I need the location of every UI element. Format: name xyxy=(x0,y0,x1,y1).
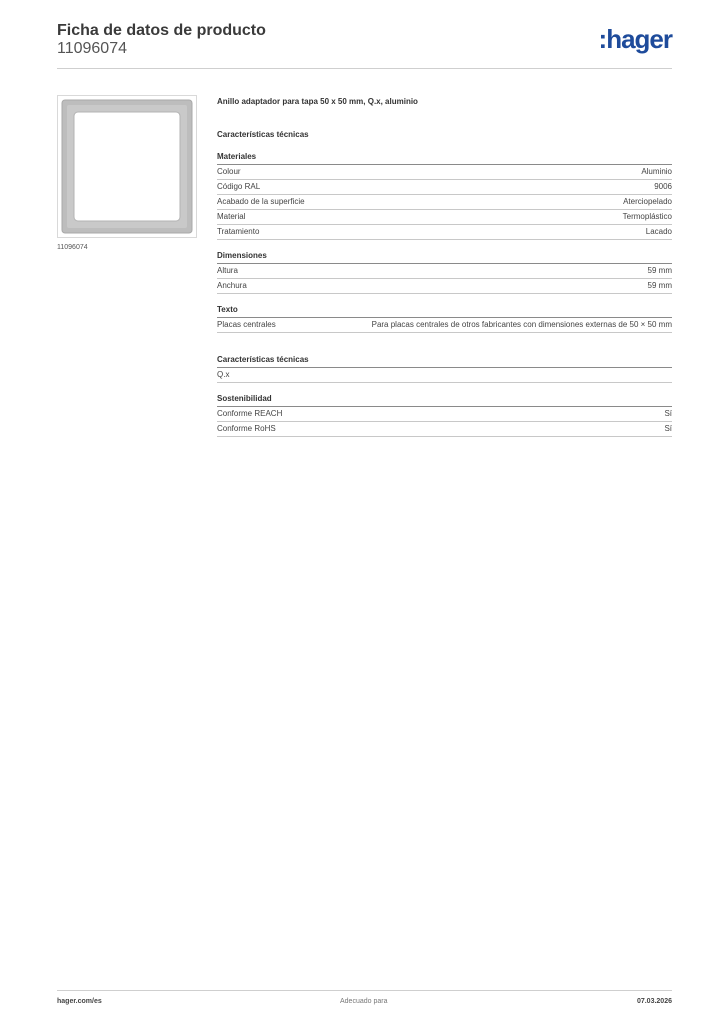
row-label: Colour xyxy=(217,167,241,176)
section-dimensiones xyxy=(217,251,672,294)
header-divider xyxy=(57,68,672,69)
section-title: Materiales xyxy=(217,152,672,165)
footer-website-link[interactable]: hager.com/es xyxy=(57,998,102,1005)
product-image xyxy=(57,95,197,238)
product-description: Anillo adaptador para tapa 50 x 50 mm, Q.x, aluminio xyxy=(217,97,418,106)
adapter-ring-illustration xyxy=(58,96,196,237)
footer-divider xyxy=(57,990,672,991)
table-row xyxy=(217,279,672,294)
table-row xyxy=(217,264,672,279)
table-row xyxy=(217,368,672,383)
technical-heading: Características técnicas xyxy=(217,130,309,139)
row-label: Conforme RoHS xyxy=(217,424,276,433)
row-label: Conforme REACH xyxy=(217,409,283,418)
hager-logo: :hager xyxy=(598,24,672,54)
image-caption: 11096074 xyxy=(57,244,88,251)
row-label: Acabado de la superficie xyxy=(217,197,305,206)
row-value: 59 mm xyxy=(647,281,672,290)
product-details xyxy=(217,96,672,437)
row-value: Termoplástico xyxy=(622,212,672,221)
footer-date: 07.03.2026 xyxy=(636,998,672,1005)
section-texto xyxy=(217,305,672,333)
row-value: Sí xyxy=(664,409,672,418)
row-value: 59 mm xyxy=(647,266,672,275)
table-row xyxy=(217,225,672,240)
table-row xyxy=(217,210,672,225)
table-row xyxy=(217,318,672,333)
row-value: Aterciopelado xyxy=(623,197,672,206)
section-title: Dimensiones xyxy=(217,251,672,264)
row-value: Aluminio xyxy=(641,167,672,176)
section-title: Características técnicas xyxy=(217,355,672,368)
table-row xyxy=(217,422,672,437)
section-title: Sostenibilidad xyxy=(217,394,672,407)
row-label: Q.x xyxy=(217,370,230,379)
row-label: Altura xyxy=(217,266,238,275)
row-label: Tratamiento xyxy=(217,227,260,236)
product-code: 11096074 xyxy=(57,40,127,57)
table-row xyxy=(217,180,672,195)
section-caracteristicas xyxy=(217,355,672,383)
section-materiales xyxy=(217,152,672,240)
row-value: Lacado xyxy=(645,227,672,236)
row-value: Sí xyxy=(664,424,672,433)
section-sostenibilidad xyxy=(217,394,672,437)
table-row xyxy=(217,407,672,422)
row-label: Código RAL xyxy=(217,182,261,191)
page-title: Ficha de datos de producto xyxy=(57,22,266,39)
row-label: Material xyxy=(217,212,246,221)
row-label: Placas centrales xyxy=(217,320,276,329)
row-label: Anchura xyxy=(217,281,247,290)
table-row xyxy=(217,165,672,180)
table-row xyxy=(217,195,672,210)
row-value: 9006 xyxy=(654,182,672,191)
row-value: Para placas centrales de otros fabricantes con dimensiones externas de 50 × 50 mm xyxy=(371,320,672,329)
footer-note: Adecuado para xyxy=(340,998,388,1005)
section-title: Texto xyxy=(217,305,672,318)
